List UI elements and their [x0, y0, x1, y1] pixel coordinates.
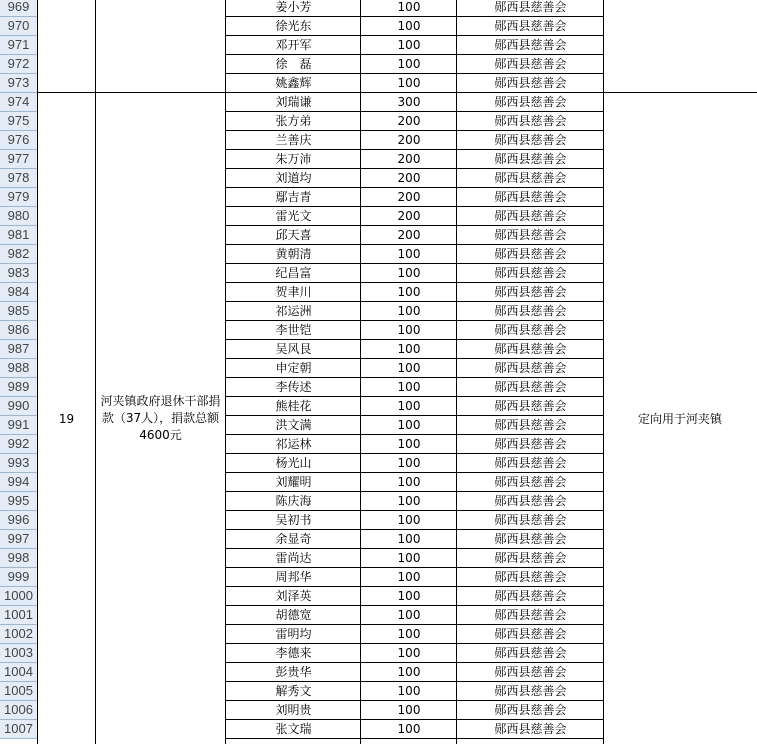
- org-cell[interactable]: 郧西县慈善会: [494, 722, 567, 736]
- name-cell[interactable]: 祁运洲: [275, 304, 312, 318]
- group-note-cell[interactable]: [604, 93, 756, 744]
- amount-cell[interactable]: 300: [397, 95, 421, 109]
- amount-cell[interactable]: 200: [397, 171, 421, 185]
- row-header[interactable]: 985: [0, 302, 38, 321]
- row-header[interactable]: 984: [0, 283, 38, 302]
- amount-cell[interactable]: 100: [397, 665, 421, 679]
- amount-cell[interactable]: 100: [397, 399, 421, 413]
- org-cell[interactable]: 郧西县慈善会: [494, 475, 567, 489]
- org-cell[interactable]: 郧西县慈善会: [494, 627, 567, 641]
- amount-cell[interactable]: 100: [397, 76, 421, 90]
- name-cell[interactable]: 李世铠: [275, 323, 312, 337]
- amount-cell[interactable]: 100: [397, 703, 421, 717]
- amount-cell[interactable]: 100: [397, 266, 421, 280]
- group-divider: [38, 92, 757, 93]
- column-divider: [360, 0, 361, 744]
- row-header[interactable]: 993: [0, 454, 38, 473]
- group-description: 河夹镇政府退休干部捐款（37人），捐款总额4600元: [100, 394, 221, 442]
- org-cell[interactable]: 郧西县慈善会: [494, 551, 567, 565]
- amount-cell[interactable]: 100: [397, 342, 421, 356]
- name-cell[interactable]: 雷尚达: [275, 551, 312, 565]
- org-cell[interactable]: 郧西县慈善会: [494, 171, 567, 185]
- name-cell[interactable]: 鄢吉青: [275, 190, 312, 204]
- row-header[interactable]: 970: [0, 17, 38, 36]
- row-header[interactable]: 979: [0, 188, 38, 207]
- name-cell[interactable]: 刘道均: [275, 171, 312, 185]
- row-header[interactable]: 976: [0, 131, 38, 150]
- row-header[interactable]: 983: [0, 264, 38, 283]
- name-cell[interactable]: 刘瑞谦: [275, 95, 312, 109]
- row-header[interactable]: 995: [0, 492, 38, 511]
- org-cell[interactable]: 郧西县慈善会: [494, 437, 567, 451]
- org-cell[interactable]: 郧西县慈善会: [494, 133, 567, 147]
- org-cell[interactable]: 郧西县慈善会: [494, 247, 567, 261]
- row-divider: [226, 738, 604, 739]
- row-header[interactable]: 996: [0, 511, 38, 530]
- amount-cell[interactable]: 200: [397, 190, 421, 204]
- row-header[interactable]: 1003: [0, 644, 38, 663]
- org-cell[interactable]: 郧西县慈善会: [494, 608, 567, 622]
- row-header[interactable]: 971: [0, 36, 38, 55]
- org-cell[interactable]: 郧西县慈善会: [494, 114, 567, 128]
- row-header[interactable]: 1000: [0, 587, 38, 606]
- name-cell[interactable]: 陈庆海: [275, 494, 312, 508]
- name-cell[interactable]: 刘泽英: [275, 589, 312, 603]
- amount-cell[interactable]: 100: [397, 57, 421, 71]
- org-cell[interactable]: 郧西县慈善会: [494, 665, 567, 679]
- org-cell[interactable]: 郧西县慈善会: [494, 152, 567, 166]
- row-header[interactable]: 991: [0, 416, 38, 435]
- amount-cell[interactable]: 100: [397, 19, 421, 33]
- org-cell[interactable]: 郧西县慈善会: [494, 684, 567, 698]
- row-header[interactable]: 974: [0, 93, 38, 112]
- name-cell[interactable]: 黄朝清: [275, 247, 312, 261]
- org-cell[interactable]: 郧西县慈善会: [494, 190, 567, 204]
- row-header[interactable]: 978: [0, 169, 38, 188]
- amount-cell[interactable]: 100: [397, 323, 421, 337]
- amount-cell[interactable]: 200: [397, 209, 421, 223]
- amount-cell[interactable]: 100: [397, 418, 421, 432]
- name-cell[interactable]: 徐 磊: [275, 57, 312, 71]
- amount-cell[interactable]: 100: [397, 684, 421, 698]
- name-cell[interactable]: 申定朝: [275, 361, 312, 375]
- amount-cell[interactable]: 100: [397, 608, 421, 622]
- amount-cell[interactable]: 100: [397, 247, 421, 261]
- name-cell[interactable]: 祁运林: [275, 437, 312, 451]
- row-header[interactable]: 986: [0, 321, 38, 340]
- row-header[interactable]: 975: [0, 112, 38, 131]
- amount-cell[interactable]: 100: [397, 38, 421, 52]
- amount-cell[interactable]: 100: [397, 627, 421, 641]
- name-cell[interactable]: 纪昌富: [275, 266, 312, 280]
- org-cell[interactable]: 郧西县慈善会: [494, 399, 567, 413]
- org-cell[interactable]: 郧西县慈善会: [494, 57, 567, 71]
- column-divider: [225, 0, 226, 744]
- org-cell[interactable]: 郧西县慈善会: [494, 703, 567, 717]
- name-cell[interactable]: 雷明均: [275, 627, 312, 641]
- org-cell[interactable]: 郧西县慈善会: [494, 532, 567, 546]
- amount-cell[interactable]: 100: [397, 532, 421, 546]
- amount-cell[interactable]: 100: [397, 722, 421, 736]
- org-cell[interactable]: 郧西县慈善会: [494, 19, 567, 33]
- name-cell[interactable]: 邓开军: [275, 38, 312, 52]
- org-cell[interactable]: 郧西县慈善会: [494, 209, 567, 223]
- amount-cell[interactable]: 200: [397, 228, 421, 242]
- org-cell[interactable]: 郧西县慈善会: [494, 418, 567, 432]
- org-cell[interactable]: 郧西县慈善会: [494, 304, 567, 318]
- row-header[interactable]: 981: [0, 226, 38, 245]
- org-cell[interactable]: 郧西县慈善会: [494, 323, 567, 337]
- org-cell[interactable]: 郧西县慈善会: [494, 570, 567, 584]
- name-cell[interactable]: 李传述: [275, 380, 312, 394]
- name-cell[interactable]: 徐光东: [275, 19, 312, 33]
- amount-cell[interactable]: 100: [397, 570, 421, 584]
- org-cell[interactable]: 郧西县慈善会: [494, 361, 567, 375]
- amount-cell[interactable]: 100: [397, 361, 421, 375]
- group-note: 定向用于河夹镇: [637, 412, 722, 426]
- row-header[interactable]: 987: [0, 340, 38, 359]
- name-cell[interactable]: 姜小芳: [275, 0, 312, 14]
- row-header[interactable]: 969: [0, 0, 38, 17]
- row-header[interactable]: 1007: [0, 720, 38, 739]
- column-divider: [603, 0, 604, 744]
- org-cell[interactable]: 郧西县慈善会: [494, 285, 567, 299]
- amount-cell[interactable]: 100: [397, 285, 421, 299]
- column-divider: [456, 0, 457, 744]
- group-description-cell[interactable]: [96, 93, 225, 744]
- org-cell[interactable]: 郧西县慈善会: [494, 589, 567, 603]
- name-cell[interactable]: 胡德宽: [275, 608, 312, 622]
- row-header[interactable]: 1002: [0, 625, 38, 644]
- amount-cell[interactable]: 100: [397, 304, 421, 318]
- name-cell[interactable]: 吴初书: [275, 513, 312, 527]
- name-cell[interactable]: 彭贵华: [275, 665, 312, 679]
- name-cell[interactable]: 张方弟: [275, 114, 312, 128]
- name-cell[interactable]: 兰善庆: [275, 133, 312, 147]
- org-cell[interactable]: 郧西县慈善会: [494, 95, 567, 109]
- org-cell[interactable]: 郧西县慈善会: [494, 494, 567, 508]
- row-header[interactable]: 980: [0, 207, 38, 226]
- name-cell[interactable]: 李德来: [275, 646, 312, 660]
- row-header[interactable]: 994: [0, 473, 38, 492]
- amount-cell[interactable]: 100: [397, 475, 421, 489]
- amount-cell[interactable]: 200: [397, 133, 421, 147]
- name-cell[interactable]: 杨光山: [275, 456, 312, 470]
- row-header[interactable]: 990: [0, 397, 38, 416]
- org-cell[interactable]: 郧西县慈善会: [494, 38, 567, 52]
- column-divider: [37, 0, 38, 744]
- row-header[interactable]: 992: [0, 435, 38, 454]
- amount-cell[interactable]: 100: [397, 551, 421, 565]
- org-cell[interactable]: 郧西县慈善会: [494, 266, 567, 280]
- name-cell[interactable]: 周邦华: [275, 570, 312, 584]
- org-cell[interactable]: 郧西县慈善会: [494, 342, 567, 356]
- row-header[interactable]: 1006: [0, 701, 38, 720]
- org-cell[interactable]: 郧西县慈善会: [494, 456, 567, 470]
- amount-cell[interactable]: 100: [397, 380, 421, 394]
- org-cell[interactable]: 郧西县慈善会: [494, 0, 567, 14]
- amount-cell[interactable]: 200: [397, 152, 421, 166]
- name-cell[interactable]: 邱天喜: [275, 228, 312, 242]
- name-cell[interactable]: 解秀文: [275, 684, 312, 698]
- row-header[interactable]: 989: [0, 378, 38, 397]
- name-cell[interactable]: 张文瑞: [275, 722, 312, 736]
- org-cell[interactable]: 郧西县慈善会: [494, 513, 567, 527]
- group-number-cell[interactable]: [38, 93, 95, 744]
- row-header[interactable]: 997: [0, 530, 38, 549]
- amount-cell[interactable]: 100: [397, 494, 421, 508]
- org-cell[interactable]: 郧西县慈善会: [494, 646, 567, 660]
- column-divider: [95, 0, 96, 744]
- name-cell[interactable]: 刘明贵: [275, 703, 312, 717]
- amount-cell[interactable]: 100: [397, 646, 421, 660]
- row-header[interactable]: 1005: [0, 682, 38, 701]
- row-header[interactable]: 973: [0, 74, 38, 93]
- row-header[interactable]: 999: [0, 568, 38, 587]
- amount-cell[interactable]: 100: [397, 589, 421, 603]
- row-header[interactable]: 977: [0, 150, 38, 169]
- name-cell[interactable]: 朱万沛: [275, 152, 312, 166]
- name-cell[interactable]: 余显奇: [275, 532, 312, 546]
- row-header[interactable]: 982: [0, 245, 38, 264]
- name-cell[interactable]: 雷光文: [275, 209, 312, 223]
- name-cell[interactable]: 熊桂花: [275, 399, 312, 413]
- org-cell[interactable]: 郧西县慈善会: [494, 228, 567, 242]
- row-header[interactable]: 998: [0, 549, 38, 568]
- org-cell[interactable]: 郧西县慈善会: [494, 76, 567, 90]
- name-cell[interactable]: 贺聿川: [275, 285, 312, 299]
- amount-cell[interactable]: 100: [397, 437, 421, 451]
- row-header[interactable]: 1004: [0, 663, 38, 682]
- amount-cell[interactable]: 100: [397, 0, 421, 14]
- group-number: 19: [58, 411, 75, 426]
- org-cell[interactable]: 郧西县慈善会: [494, 380, 567, 394]
- amount-cell[interactable]: 100: [397, 513, 421, 527]
- name-cell[interactable]: 姚鑫辉: [275, 76, 312, 90]
- row-header[interactable]: 1001: [0, 606, 38, 625]
- row-header[interactable]: 972: [0, 55, 38, 74]
- name-cell[interactable]: 洪文满: [275, 418, 312, 432]
- name-cell[interactable]: 吴风艮: [275, 342, 312, 356]
- row-header[interactable]: 988: [0, 359, 38, 378]
- amount-cell[interactable]: 100: [397, 456, 421, 470]
- name-cell[interactable]: 刘耀明: [275, 475, 312, 489]
- amount-cell[interactable]: 200: [397, 114, 421, 128]
